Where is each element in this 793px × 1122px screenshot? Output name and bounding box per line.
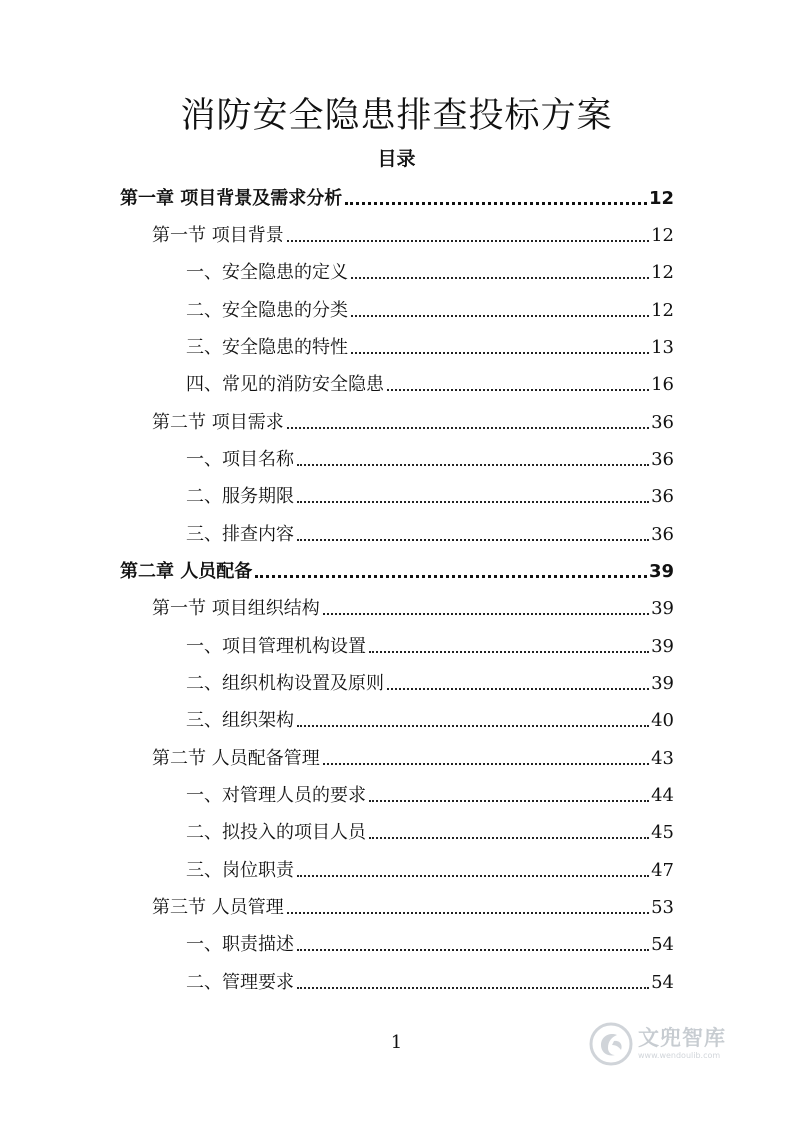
toc-entry-label: 三、组织架构 <box>186 710 294 731</box>
toc-entry-subsection[interactable] <box>186 964 674 994</box>
dot-leader <box>369 800 649 802</box>
dot-leader <box>387 389 649 391</box>
toc-entry-page: 13 <box>651 337 674 358</box>
toc-entry-label: 一、对管理人员的要求 <box>186 785 366 806</box>
toc-entry-page: 39 <box>651 598 674 619</box>
toc-entry-page: 39 <box>648 561 674 582</box>
toc-entry-label: 二、管理要求 <box>186 972 294 993</box>
watermark-text <box>638 1028 726 1060</box>
dot-leader <box>351 315 649 317</box>
toc-heading: 目录 <box>377 148 416 170</box>
page-number: 1 <box>390 1032 403 1053</box>
toc-entry-page: 40 <box>651 710 674 731</box>
toc-entry-subsection[interactable] <box>186 777 674 807</box>
dot-leader <box>323 763 649 765</box>
toc-entry-page: 54 <box>651 934 674 955</box>
toc-entry-label: 三、岗位职责 <box>186 860 294 881</box>
dot-leader <box>287 240 649 242</box>
toc-entry-subsection[interactable] <box>186 628 674 658</box>
toc-entry-label: 三、安全隐患的特性 <box>186 337 348 358</box>
dot-leader <box>387 688 649 690</box>
toc-entry-subsection[interactable] <box>186 926 674 956</box>
toc-entry-page: 12 <box>651 262 674 283</box>
toc-entry-label: 二、服务期限 <box>186 486 294 507</box>
toc-entry-subsection[interactable] <box>186 292 674 322</box>
toc-entry-chapter-2[interactable] <box>120 553 674 583</box>
dot-leader <box>297 987 649 989</box>
toc-entry-page: 43 <box>651 748 674 769</box>
toc-entry-label: 第一章 项目背景及需求分析 <box>120 188 343 209</box>
toc-entry-label: 一、职责描述 <box>186 934 294 955</box>
dot-leader <box>297 464 649 466</box>
toc-entry-section[interactable] <box>152 889 674 919</box>
dot-leader <box>369 837 649 839</box>
toc-entry-label: 四、常见的消防安全隐患 <box>186 374 384 395</box>
toc-entry-label: 第一节 项目组织结构 <box>152 598 320 619</box>
toc-entry-subsection[interactable] <box>186 814 674 844</box>
toc-entry-section[interactable] <box>152 404 674 434</box>
toc-entry-label: 二、组织机构设置及原则 <box>186 673 384 694</box>
toc-entry-page: 39 <box>651 636 674 657</box>
toc-entry-subsection[interactable] <box>186 254 674 284</box>
toc-entry-subsection[interactable] <box>186 441 674 471</box>
toc-entry-label: 三、排查内容 <box>186 524 294 545</box>
dot-leader <box>287 912 649 914</box>
dot-leader <box>297 725 649 727</box>
dot-leader <box>323 613 649 615</box>
toc-entry-label: 第二节 人员配备管理 <box>152 748 320 769</box>
toc-entry-page: 36 <box>651 449 674 470</box>
dot-leader <box>369 651 649 653</box>
toc-entry-subsection[interactable] <box>186 366 674 396</box>
toc-entry-page: 12 <box>648 188 674 209</box>
toc-entry-page: 36 <box>651 524 674 545</box>
dot-leader <box>351 352 649 354</box>
toc-entry-label: 第二节 项目需求 <box>152 412 284 433</box>
toc-entry-label: 一、安全隐患的定义 <box>186 262 348 283</box>
toc-entry-subsection[interactable] <box>186 478 674 508</box>
watermark-name: 文兜智库 <box>638 1026 726 1050</box>
toc-entry-subsection[interactable] <box>186 516 674 546</box>
toc-entry-section[interactable] <box>152 217 674 247</box>
toc-entry-page: 16 <box>651 374 674 395</box>
toc-entry-label: 第一节 项目背景 <box>152 225 284 246</box>
toc-entry-label: 一、项目管理机构设置 <box>186 636 366 657</box>
watermark-url: www.wendoulib.com <box>638 1051 721 1060</box>
toc-entry-page: 54 <box>651 972 674 993</box>
dot-leader <box>297 875 649 877</box>
toc-entry-subsection[interactable] <box>186 665 674 695</box>
dot-leader <box>287 427 649 429</box>
toc-entry-page: 53 <box>651 897 674 918</box>
toc-entry-label: 第三节 人员管理 <box>152 897 284 918</box>
toc-entry-page: 45 <box>651 822 674 843</box>
document-title: 消防安全隐患排查投标方案 <box>180 96 613 136</box>
watermark <box>588 1018 748 1070</box>
toc-entry-label: 第二章 人员配备 <box>120 561 253 582</box>
toc-entry-page: 12 <box>651 225 674 246</box>
toc-entry-section[interactable] <box>152 740 674 770</box>
toc-entry-page: 39 <box>651 673 674 694</box>
toc-entry-page: 36 <box>651 412 674 433</box>
toc-entry-subsection[interactable] <box>186 702 674 732</box>
toc-entry-chapter-1[interactable] <box>120 180 674 210</box>
dot-leader <box>297 949 649 951</box>
toc-entry-subsection[interactable] <box>186 329 674 359</box>
toc-entry-label: 二、安全隐患的分类 <box>186 300 348 321</box>
wendou-logo-icon <box>588 1021 634 1067</box>
toc-entry-page: 47 <box>651 860 674 881</box>
toc-entry-label: 一、项目名称 <box>186 449 294 470</box>
dot-leader <box>255 575 647 578</box>
toc-entry-label: 二、拟投入的项目人员 <box>186 822 366 843</box>
toc-entry-section[interactable] <box>152 590 674 620</box>
toc-entry-subsection[interactable] <box>186 852 674 882</box>
dot-leader <box>351 277 649 279</box>
dot-leader <box>297 501 649 503</box>
dot-leader <box>345 202 647 205</box>
toc-entry-page: 36 <box>651 486 674 507</box>
dot-leader <box>297 539 649 541</box>
toc-entry-page: 44 <box>651 785 674 806</box>
toc-entry-page: 12 <box>651 300 674 321</box>
